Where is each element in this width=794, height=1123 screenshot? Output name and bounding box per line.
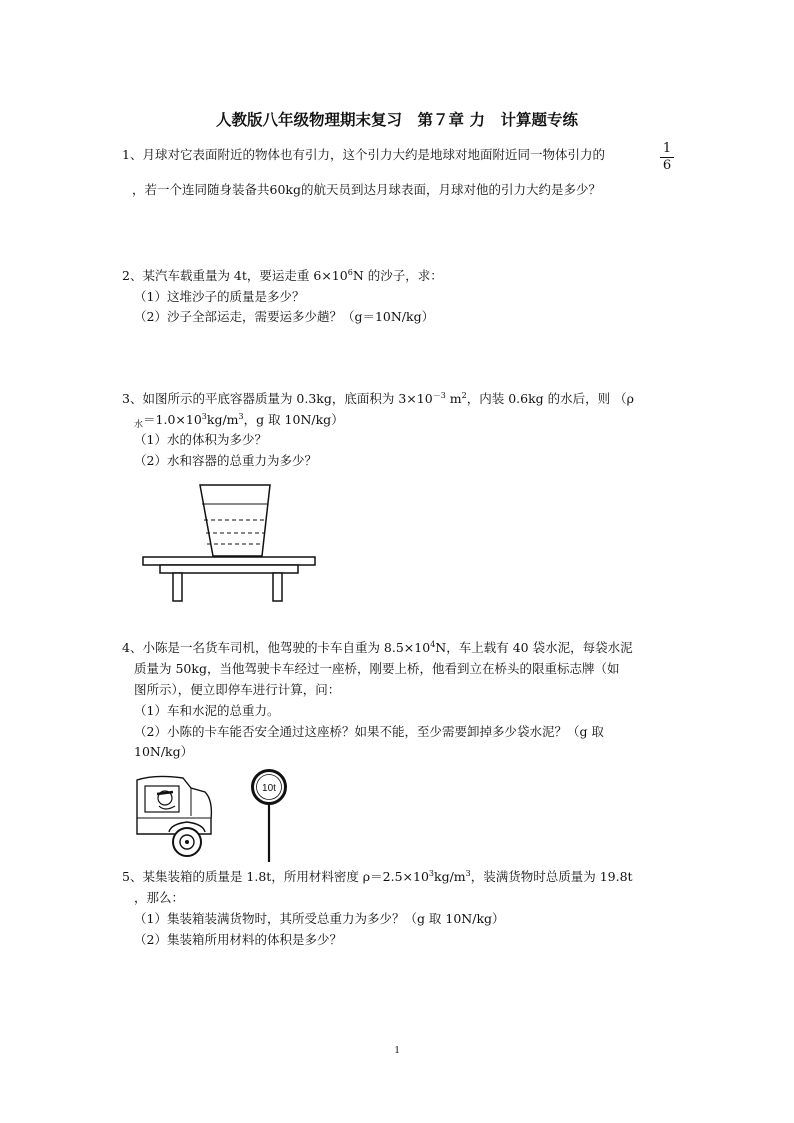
q3-sub2: （2）水和容器的总重力为多少？ bbox=[134, 453, 317, 468]
q4-line3: 图所示），便立即停车进行计算，问： bbox=[134, 682, 341, 697]
q4-sub2b: 10N/kg） bbox=[134, 744, 194, 759]
q1-line1: 1、月球对它表面附近的物体也有引力，这个引力大约是地球对地面附近同一物体引力的 bbox=[122, 147, 605, 162]
q1-frac-denominator: 6 bbox=[662, 158, 672, 173]
q1-fraction bbox=[660, 142, 674, 173]
container-on-table-figure bbox=[140, 480, 320, 605]
q2-sub2: （2）沙子全部运走，需要运多少趟？（g＝10N/kg） bbox=[134, 309, 435, 324]
q4-line2: 质量为 50kg，当他驾驶卡车经过一座桥，刚要上桥，他看到立在桥头的限重标志牌（如 bbox=[134, 661, 620, 676]
page-number: 1 bbox=[394, 1044, 400, 1056]
q5-line1: 5、某集装箱的质量是 1.8t，所用材料密度 $\rho=2.5\times 10^3kg/m^3$，装满货物时总质量为 19.8t bbox=[122, 869, 633, 884]
q4-sub2a: （2）小陈的卡车能否安全通过这座桥？如果不能，至少需要卸掉多少袋水泥？（g 取 bbox=[134, 724, 604, 739]
weight-limit-sign bbox=[249, 768, 289, 864]
page-title: 人教版八年级物理期末复习 第７章 力 计算题专练 bbox=[216, 111, 578, 129]
sign-text: 10t bbox=[262, 783, 276, 794]
q1-line2: ，若一个连同随身装备共60kg的航天员到达月球表面，月球对他的引力大约是多少？ bbox=[132, 182, 601, 197]
q4-line1: 4、小陈是一名货车司机，他驾驶的卡车自重为 $8.5\times 10^4N$，车上载有 40 袋水泥，每袋水泥 bbox=[122, 640, 633, 655]
q4-sub1: （1）车和水泥的总重力。 bbox=[134, 703, 280, 718]
q3-line1: 3、如图所示的平底容器质量为 0.3kg，底面积为 $3\times 10^{-3}$ $m^2$，内装 0.6kg 的水后，则 （ρ bbox=[122, 391, 634, 406]
q3-sub1: （1）水的体积为多少？ bbox=[134, 432, 267, 447]
q2-line1: 2、某汽车载重量为 4t，要运走重 $6\times 10^6N$ 的沙子，求： bbox=[122, 268, 443, 283]
q3-line2: $_水=1.0\times 10^3kg/m^3$，g 取 10N/kg） bbox=[134, 412, 344, 430]
truck-driver-figure bbox=[135, 772, 215, 862]
q5-sub2: （2）集装箱所用材料的体积是多少？ bbox=[134, 932, 342, 947]
q5-sub1: （1）集装箱装满货物时，其所受总重力为多少？（g 取 10N/kg） bbox=[134, 911, 505, 926]
q1-frac-numerator: 1 bbox=[662, 141, 672, 156]
q5-line2: ，那么： bbox=[134, 890, 185, 905]
q2-sub1: （1）这堆沙子的质量是多少？ bbox=[134, 289, 305, 304]
